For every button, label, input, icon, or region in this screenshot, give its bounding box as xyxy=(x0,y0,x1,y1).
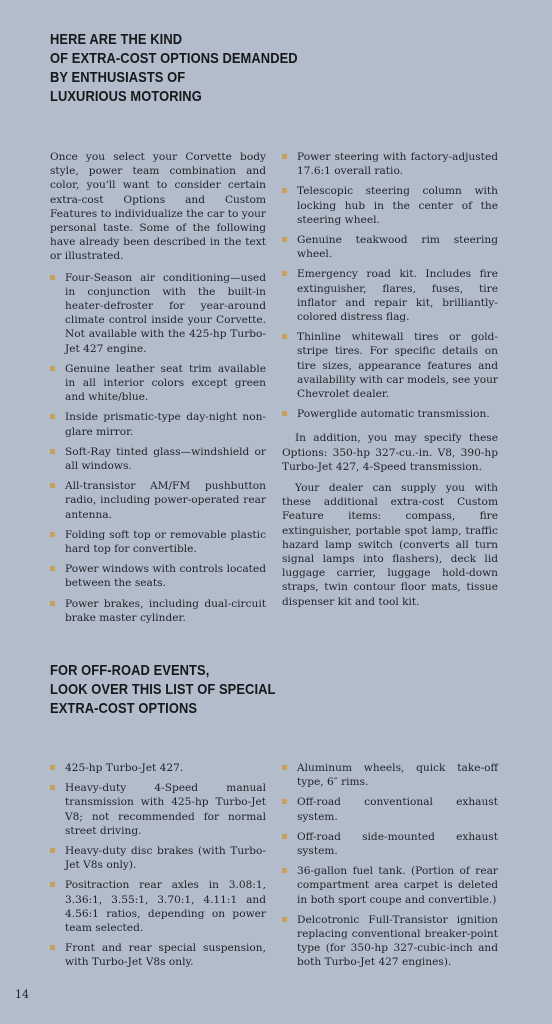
list-item-text: Thinline whitewall tires or gold-stripe tires. For specific details on tire sizes, appearance features and availability with car models, see your Chevrolet dealer. xyxy=(297,331,498,401)
list-item xyxy=(50,528,266,556)
section2-left-column xyxy=(50,761,266,976)
list-item-text: Genuine leather seat trim available in all interior colors except green and white/blue. xyxy=(65,362,266,404)
square-bullet-icon xyxy=(282,334,287,339)
list-item-text: All-transistor AM/FM pushbutton radio, including power-operated rear antenna. xyxy=(65,480,266,521)
section1-heading xyxy=(50,30,298,106)
square-bullet-icon xyxy=(50,785,55,790)
list-item xyxy=(50,410,266,438)
list-item-text: Power steering with factory-adjusted 17.6:1 overall ratio. xyxy=(297,151,498,178)
list-item xyxy=(282,184,498,227)
list-item xyxy=(282,830,498,858)
heading-line: BY ENTHUSIASTS OF xyxy=(50,69,186,86)
section1-right-column xyxy=(282,150,498,616)
list-item-text: Inside prismatic-type day-night non-glare mirror. xyxy=(65,411,266,438)
square-bullet-icon xyxy=(50,765,55,770)
square-bullet-icon xyxy=(50,366,55,371)
list-item-text: Telescopic steering column with locking hub in the center of the steering wheel. xyxy=(297,185,498,226)
list-item xyxy=(50,781,266,838)
square-bullet-icon xyxy=(50,414,55,419)
options-list xyxy=(50,761,266,970)
list-item-text: Aluminum wheels, quick take-off type, 6″ rims. xyxy=(297,762,498,789)
square-bullet-icon xyxy=(50,532,55,537)
square-bullet-icon xyxy=(282,411,287,416)
section2-right-column xyxy=(282,761,498,976)
square-bullet-icon xyxy=(282,799,287,804)
heading-line: EXTRA-COST OPTIONS xyxy=(50,700,198,717)
page-number: 14 xyxy=(15,988,29,1001)
list-item-text: Genuine teakwood rim steering wheel. xyxy=(297,234,498,261)
section2-heading xyxy=(50,661,275,718)
square-bullet-icon xyxy=(282,834,287,839)
list-item xyxy=(50,761,266,775)
custom-features-paragraph: Your dealer can supply you with these additional extra-cost Custom Feature items: compass, fire extinguisher, portable spot lamp, traffic hazard lamp switch (converts all turn signal lamps into flashers), deck lid luggage carrier, luggage hold-down straps, twin contour floor mats, tissue dispenser kit and tool kit. xyxy=(282,482,498,608)
list-item xyxy=(50,271,266,356)
list-item xyxy=(50,878,266,935)
square-bullet-icon xyxy=(50,449,55,454)
list-item-text: 36-gallon fuel tank. (Portion of rear compartment area carpet is deleted in both sport coupe and convertible.) xyxy=(297,865,498,906)
square-bullet-icon xyxy=(50,601,55,606)
list-item-text: Powerglide automatic transmission. xyxy=(297,408,490,421)
list-item-text: Off-road conventional exhaust system. xyxy=(297,796,498,823)
heading-line: OF EXTRA-COST OPTIONS DEMANDED xyxy=(50,50,298,67)
list-item-text: Folding soft top or removable plastic hard top for convertible. xyxy=(65,528,266,556)
list-item xyxy=(282,150,498,178)
list-item xyxy=(50,362,266,405)
heading-line: LOOK OVER THIS LIST OF SPECIAL xyxy=(50,681,276,698)
options-list xyxy=(50,271,266,625)
list-item xyxy=(50,445,266,473)
list-item-text: Four-Season air conditioning—used in conjunction with the built-in heater-defroster for year-around climate control inside your Corvette. Not available with the 425-hp Turbo-Jet 427 engine. xyxy=(65,271,266,355)
list-item xyxy=(282,267,498,324)
list-item xyxy=(50,844,266,872)
additional-options-paragraph: In addition, you may specify these Options: 350-hp 327-cu.-in. V8, 390-hp Turbo-Jet 427, 4-Speed transmission. xyxy=(282,432,498,473)
list-item xyxy=(282,795,498,823)
list-item xyxy=(282,233,498,261)
list-item-text: Heavy-duty disc brakes (with Turbo-Jet V8s only). xyxy=(65,845,266,872)
square-bullet-icon xyxy=(50,275,55,280)
list-item-text: Delcotronic Full-Transistor ignition replacing conventional breaker-point type (for 350-hp 327-cubic-inch and both Turbo-Jet 427 engines). xyxy=(297,913,498,969)
list-item-text: Heavy-duty 4-Speed manual transmission with 425-hp Turbo-Jet V8; not recommended for normal street driving. xyxy=(65,782,266,837)
square-bullet-icon xyxy=(282,154,287,159)
square-bullet-icon xyxy=(282,917,287,922)
list-item-text: Positraction rear axles in 3.08:1, 3.36:1, 3.55:1, 3.70:1, 4.11:1 and 4.56:1 ratios, depending on power team selected. xyxy=(65,879,266,935)
list-item xyxy=(282,913,498,970)
heading-line: LUXURIOUS MOTORING xyxy=(50,88,202,105)
list-item-text: Soft-Ray tinted glass—windshield or all windows. xyxy=(65,445,266,473)
options-list xyxy=(282,150,498,421)
square-bullet-icon xyxy=(282,237,287,242)
heading-line: FOR OFF-ROAD EVENTS, xyxy=(50,662,210,679)
section1-left-column xyxy=(50,150,266,631)
square-bullet-icon xyxy=(50,483,55,488)
square-bullet-icon xyxy=(50,945,55,950)
square-bullet-icon xyxy=(282,765,287,770)
list-item xyxy=(282,330,498,401)
options-list xyxy=(282,761,498,970)
intro-paragraph: Once you select your Corvette body style, power team combination and color, you'll want to consider certain extra-cost Options and Custom Features to individualize the car to your personal taste. Some of the following have already been described in the text or illustrated. xyxy=(50,151,266,263)
square-bullet-icon xyxy=(282,271,287,276)
heading-line: HERE ARE THE KIND xyxy=(50,31,183,48)
list-item xyxy=(50,562,266,590)
square-bullet-icon xyxy=(50,882,55,887)
list-item xyxy=(282,407,498,421)
list-item-text: Power windows with controls located between the seats. xyxy=(65,563,266,590)
list-item xyxy=(50,479,266,522)
square-bullet-icon xyxy=(50,566,55,571)
list-item-text: Front and rear special suspension, with Turbo-Jet V8s only. xyxy=(65,942,266,969)
list-item-text: Power brakes, including dual-circuit brake master cylinder. xyxy=(65,597,266,624)
list-item xyxy=(50,941,266,969)
square-bullet-icon xyxy=(282,868,287,873)
square-bullet-icon xyxy=(50,848,55,853)
list-item xyxy=(50,597,266,625)
list-item-text: Off-road side-mounted exhaust system. xyxy=(297,830,498,858)
square-bullet-icon xyxy=(282,188,287,193)
list-item-text: Emergency road kit. Includes fire extinguisher, flares, fuses, tire inflator and repair kit, brilliantly-colored distress flag. xyxy=(297,268,498,324)
list-item-text: 425-hp Turbo-Jet 427. xyxy=(65,762,184,774)
list-item xyxy=(282,761,498,789)
list-item xyxy=(282,864,498,907)
